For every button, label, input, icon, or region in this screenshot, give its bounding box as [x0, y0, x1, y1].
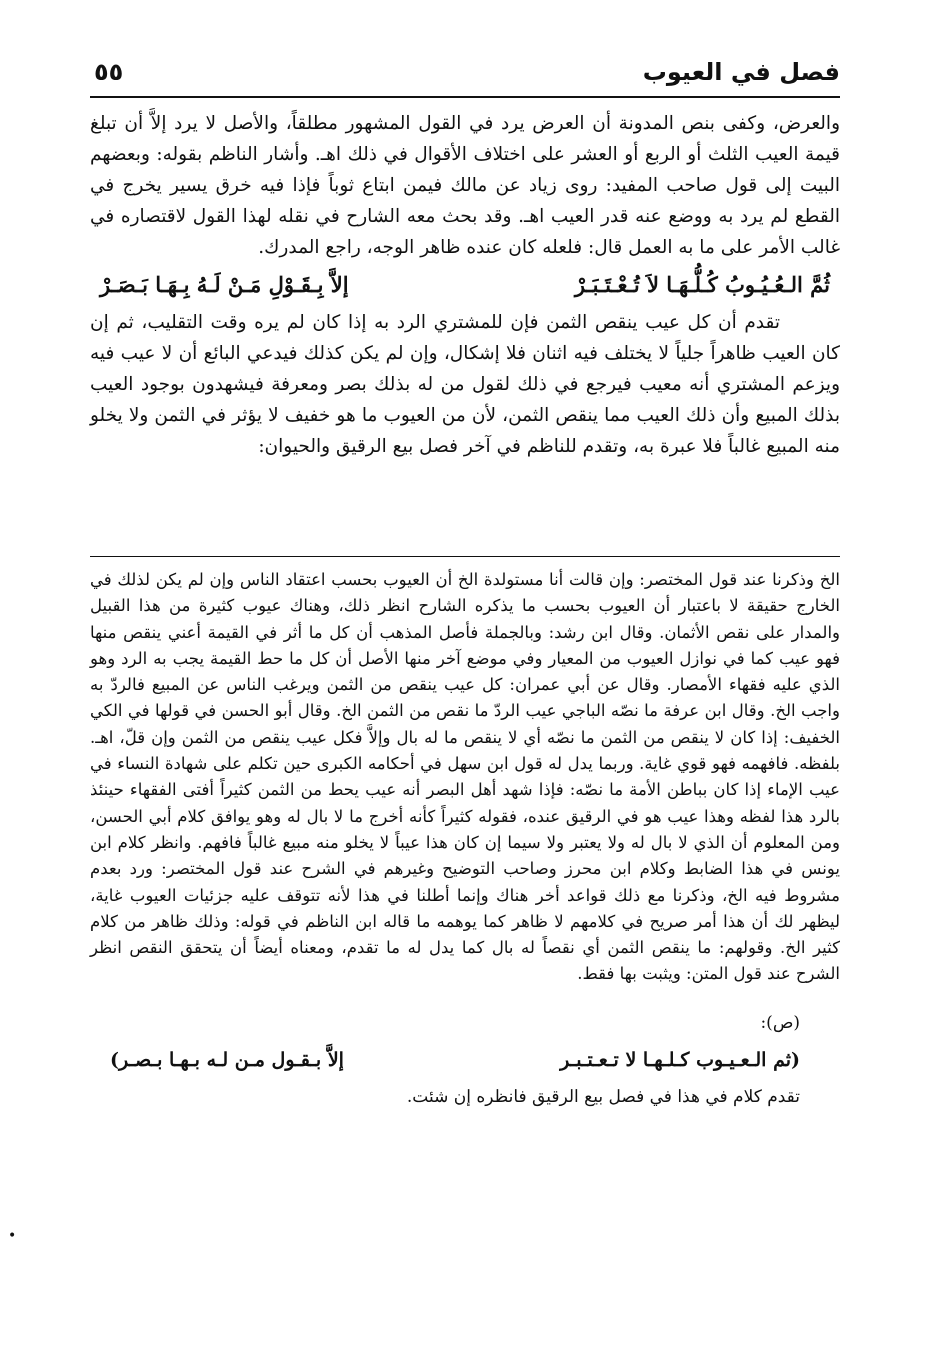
verse-first-hemistich: ثُمَّ الـعُـيُـوبُ كُـلُّـهَـا لاَ تُـعْـتَـبَـرْ — [574, 272, 830, 297]
footnotes — [90, 567, 840, 1110]
verse-line — [90, 263, 840, 307]
chapter-title: فصل في العيوب — [642, 58, 840, 86]
page-header — [90, 52, 840, 98]
footnote-verse-second: إلاَّ بـقـول مـن لـه بـهـا بـصـر) — [110, 1049, 344, 1072]
sad-label: (ص): — [760, 1012, 800, 1033]
verse-second-hemistich: إلاَّ بِـقَـوْلِ مَـنْ لَـهُ بِـهَـا بَـصَـرْ — [100, 272, 349, 297]
footnote-text: الخ وذكرنا عند قول المختصر: وإن قالت أنا مستولدة الخ أن العيوب بحسب اعتقاد الناس وإن لم يكن لذلك في الخارج حقيقة لا باعتبار أن العيوب بحسب ما يذكره الشارح انظر ذلك، وهناك عيوب كثيرة من هذا القبيل والمدار على نقص الأثمان. وقال ابن رشد: وبالجملة فأصل المذهب أن كل ما أثر في القيمة أعني ينقص منها فهو عيب كما في نوازل العيوب من المعيار وفي موضع آخر منها الأصل أن كل ما حط القيمة يجب به الرد وهو الذي عليه فقهاء الأمصار. وقال عن أبي عمران: كل عيب ينقص من الثمن ويرغب الناس عن المبيع فالردّ به واجب الخ. وقال ابن عرفة ما نصّه الباجي عيب الردّ ما نقص من الثمن الخ. وقال أبو الحسن في قولها في الكي الخفيف: إذا كان لا ينقص من الثمن ما نصّه أي لا ينقص ما له بال وإلاَّ فكل عيب ينقص من الثمن وإن قلّ، اهـ. بلفظه. فافهمه فهو قوي غاية. وربما يدل له قول ابن سهل في أحكامه الكبرى حين تكلم على شهادة النساء في عيب الإماء إذا كان بباطن الأمة ما نصّه: فإذا شهد أهل البصر أنه عيب يحط من الثمن كثيراً أفتى الفقهاء حينئذ بالرد هذا لفظه وهذا عيب هو في الرقيق عنده، فقوله كثيراً كأنه أخرج ما لا بال له وهو يوافق كلام أبي الحسن، ومن المعلوم أن الذي لا بال له ولا يعتبر ولا سيما إن كان هذا عيباً لا يخلو منه مبيع غالباً فافهم. وانظر كلام ابن يونس في هذا الضابط وكلام ابن محرز وصاحب التوضيح وغيرهم في الشرح عند قول المختصر: ورد بعدم مشروط فيه الخ، وذكرنا مع ذلك قواعد أخر هناك وإنما أطلنا في هذا لأنه تتوقف عليه جزئيات العيوب غاية، ليظهر لك أن هذا أمر صريح في كلامهم لا ظاهر كما يوهمه ما قاله ابن الناظم في قوله: وذلك ظاهر من كلام كثير الخ. وقولهم: ما ينقص الثمن أي نقصاً له بال كما يدل له ما تقدم، ومعناه أيضاً أن يتحقق النقص انظر الشرح عند قول المتن: ويثبت بها فقط. — [90, 570, 840, 984]
footnote-verse-first: (ثم الـعـيـوب كـلـهـا لا تـعـتـبـر — [560, 1049, 800, 1072]
main-paragraph-1: والعرض، وكفى بنص المدونة أن العرض يرد في القول المشهور مطلقاً، والأصل لا يرد إلاَّ أن تبلغ قيمة العيب الثلث أو الربع أو العشر على اختلاف الأقوال في ذلك اهـ. وأشار الناظم بقوله: وبعضهم البيت إلى قول صاحب المفيد: روى زياد عن مالك فيمن ابتاع ثوباً فإذا فيه خرق يسير يخرج في القطع لم يرد به ووضع عنه قدر العيب اهـ. وقد بحث معه الشارح في نقله لهذا القول لاقتصاره في غالب الأمر على ما به العمل قال: فلعله كان عنده ظاهر الوجه، راجع المدرك. — [90, 113, 840, 258]
main-paragraph-2: تقدم أن كل عيب ينقص الثمن فإن للمشتري الرد به إذا كان لم يره وقت التقليب، ثم إن كان العيب ظاهراً جلياً لا يختلف فيه اثنان فلا إشكال، وإن لم يكن كذلك فيدعي البائع أن لا عيب فيه ويزعم المشتري أنه معيب فيرجع في ذلك لقول من له بذلك بصر ومعرفة فيشهدون بوجود العيب بذلك المبيع وأن ذلك العيب مما ينقص الثمن، لأن من العيوب ما هو خفيف لا يؤثر في الثمن ولا يخلو منه المبيع غالباً فلا عبرة به، وتقدم للناظم في آخر فصل بيع الرقيق والحيوان: — [90, 312, 840, 457]
footnote-verse-line — [90, 1040, 840, 1080]
footnote-separator — [90, 556, 840, 557]
page-number: ٥٥ — [94, 58, 124, 86]
footnote-closing: تقدم كلام في هذا في فصل بيع الرقيق فانظره إن شئت. — [406, 1087, 800, 1108]
margin-dot: • — [8, 1228, 17, 1244]
main-text — [90, 108, 840, 462]
